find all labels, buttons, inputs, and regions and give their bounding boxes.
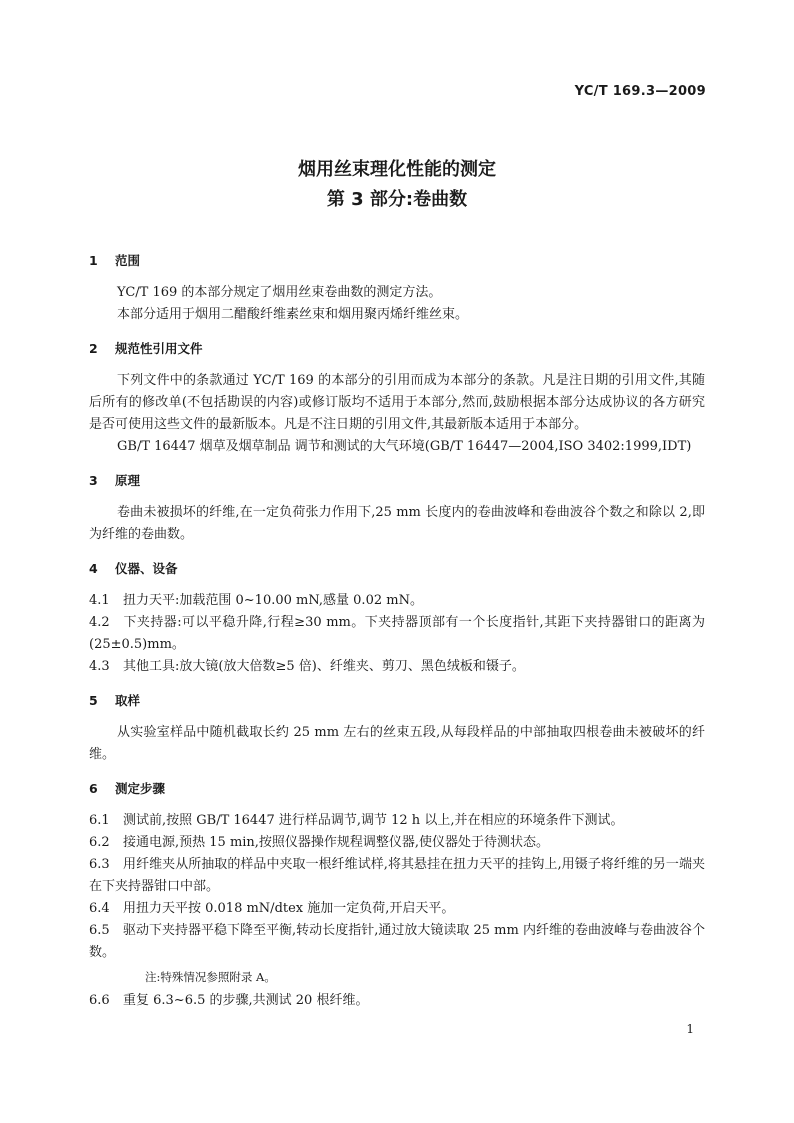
clause-text: 扭力天平:加载范围 0~10.00 mN,感量 0.02 mN。	[123, 593, 423, 608]
clause-number: 4.1	[89, 593, 110, 608]
reference-entry: GB/T 16447 烟草及烟草制品 调节和测试的大气环境(GB/T 16447—2004,ISO 3402:1999,IDT)	[117, 439, 692, 454]
document-title: 烟用丝束理化性能的测定	[298, 159, 496, 180]
section-number: 6	[89, 781, 98, 796]
clause	[89, 590, 705, 612]
section-number: 3	[89, 473, 98, 488]
clause	[89, 832, 705, 854]
clause	[89, 612, 705, 656]
section-number: 1	[89, 253, 98, 268]
clause-text: 测试前,按照 GB/T 16447 进行样品调节,调节 12 h 以上,并在相应的环境条件下测试。	[123, 813, 624, 828]
note: 注:特殊情况参照附录 A。	[145, 970, 276, 984]
clause	[89, 920, 705, 964]
section-heading-sampling	[89, 690, 705, 712]
clause-text: 其他工具:放大镜(放大倍数≥5 倍)、纤维夹、剪刀、黑色绒板和镊子。	[123, 659, 525, 674]
section-title: 取样	[115, 693, 141, 708]
document-subtitle: 第 3 部分:卷曲数	[326, 189, 468, 210]
clause-number: 4.2	[89, 615, 110, 630]
section-heading-normative-references	[89, 338, 705, 360]
paragraph: 卷曲未被损坏的纤维,在一定负荷张力作用下,25 mm 长度内的卷曲波峰和卷曲波谷个数之和除以 2,即为纤维的卷曲数。	[89, 505, 705, 542]
paragraph: 下列文件中的条款通过 YC/T 169 的本部分的引用而成为本部分的条款。凡是注日期的引用文件,其随后所有的修改单(不包括勘误的内容)或修订版均不适用于本部分,然而,鼓励根据本部分达成协议的各方研究是否可使用这些文件的最新版本。凡是不注日期的引用文件,其最新版本适用于本部分。	[89, 373, 705, 432]
clause-number: 6.6	[89, 993, 110, 1008]
clause-number: 6.1	[89, 813, 110, 828]
clause	[89, 810, 705, 832]
clause	[89, 656, 705, 678]
clause-text: 重复 6.3~6.5 的步骤,共测试 20 根纤维。	[123, 993, 369, 1008]
clause-text: 驱动下夹持器平稳下降至平衡,转动长度指针,通过放大镜读取 25 mm 内纤维的卷曲波峰与卷曲波谷个数。	[89, 923, 705, 960]
clause-number: 6.4	[89, 901, 110, 916]
section-heading-scope	[89, 250, 705, 272]
clause	[89, 854, 705, 898]
section-number: 5	[89, 693, 98, 708]
clause-text: 用扭力天平按 0.018 mN/dtex 施加一定负荷,开启天平。	[123, 901, 455, 916]
section-title: 仪器、设备	[115, 561, 178, 576]
section-heading-principle	[89, 470, 705, 492]
section-number: 2	[89, 341, 98, 356]
clause-number: 4.3	[89, 659, 110, 674]
paragraph: 本部分适用于烟用二醋酸纤维素丝束和烟用聚丙烯纤维丝束。	[117, 307, 469, 322]
paragraph: YC/T 169 的本部分规定了烟用丝束卷曲数的测定方法。	[117, 285, 442, 300]
document-body	[89, 250, 705, 1012]
clause	[89, 898, 705, 920]
section-heading-apparatus	[89, 558, 705, 580]
section-title: 范围	[115, 253, 141, 268]
clause-number: 6.3	[89, 857, 110, 872]
standard-code: YC/T 169.3—2009	[574, 84, 706, 99]
clause-number: 6.5	[89, 923, 110, 938]
section-heading-procedure	[89, 778, 705, 800]
clause	[89, 990, 705, 1012]
clause-text: 接通电源,预热 15 min,按照仪器操作规程调整仪器,使仪器处于待测状态。	[123, 835, 550, 850]
section-number: 4	[89, 561, 98, 576]
section-title: 原理	[115, 473, 141, 488]
section-title: 规范性引用文件	[115, 341, 203, 356]
clause-text: 用纤维夹从所抽取的样品中夹取一根纤维试样,将其悬挂在扭力天平的挂钩上,用镊子将纤维的另一端夹在下夹持器钳口中部。	[89, 857, 705, 894]
paragraph: 从实验室样品中随机截取长约 25 mm 左右的丝束五段,从每段样品的中部抽取四根卷曲未被破坏的纤维。	[89, 725, 705, 762]
section-title: 测定步骤	[115, 781, 166, 796]
clause-text: 下夹持器:可以平稳升降,行程≥30 mm。下夹持器顶部有一个长度指针,其距下夹持器钳口的距离为(25±0.5)mm。	[89, 615, 705, 652]
clause-number: 6.2	[89, 835, 110, 850]
page-number: 1	[686, 1022, 694, 1036]
